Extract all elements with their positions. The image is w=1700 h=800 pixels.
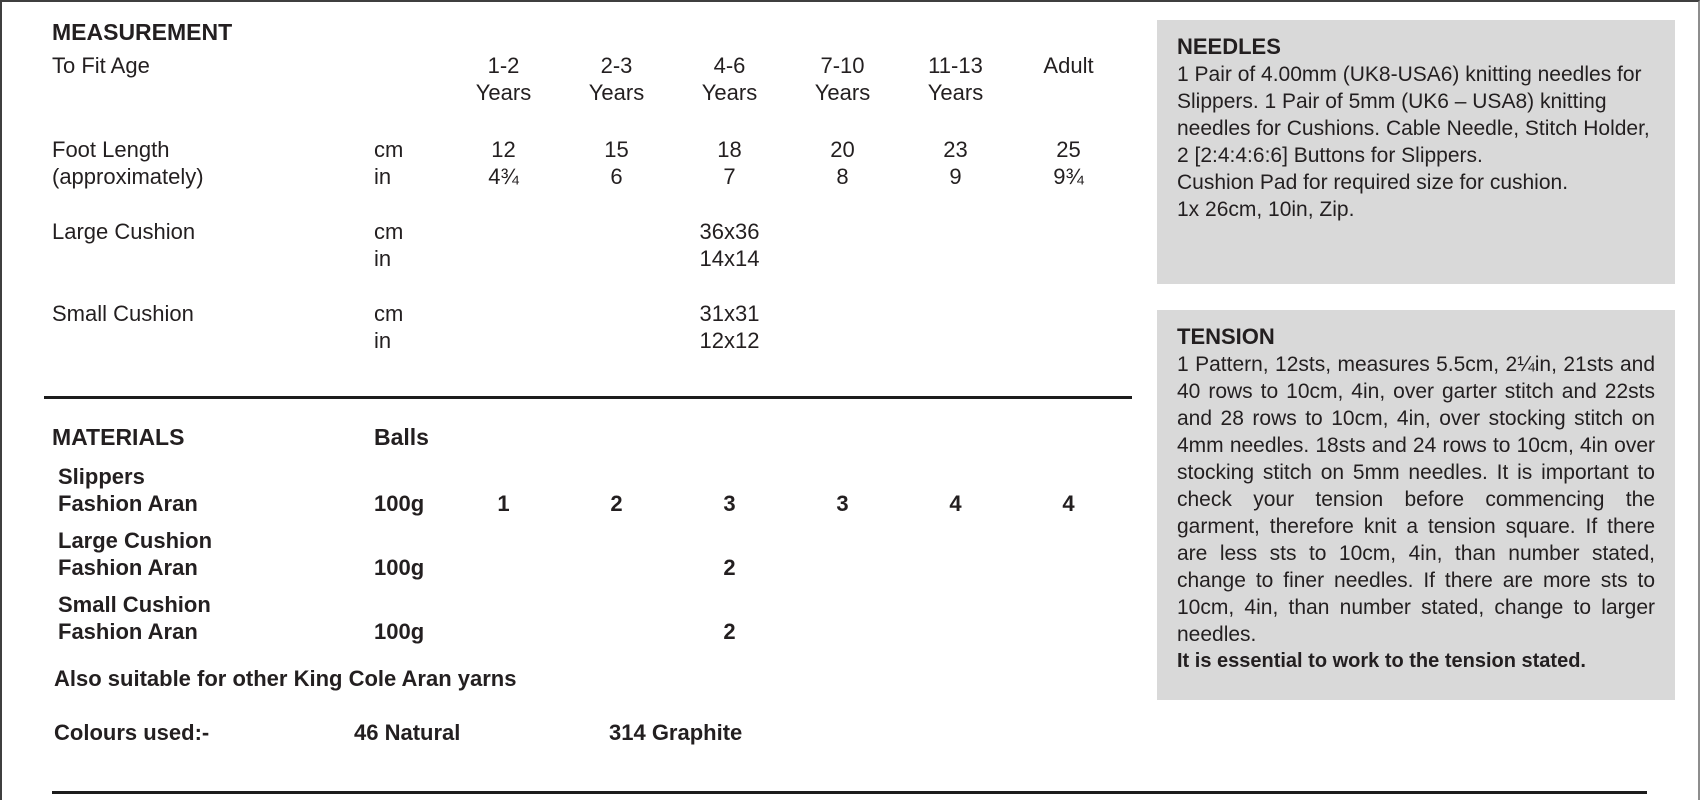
item-name-small-cushion: Small Cushion [58,592,211,617]
colours-label: Colours used:- [54,720,210,745]
small-cushion-row-in: in 12x12 [374,328,760,353]
foot-length-row-in: (approximately) in 4¾ 6 7 8 9 9¾ [52,164,1084,189]
materials-title: MATERIALS [52,424,185,450]
size-header: 4-6 Years [701,53,758,105]
needles-panel [1157,20,1675,284]
needles-text-1: 1 Pair of 4.00mm (UK8-USA6) knitting needles for Slippers. 1 Pair of 5mm (UK6 – USA8) knitting needles for Cushions. Cable Needle, Stitch Holder, 2 [2:4:4:6:6] Buttons for Slippers. [1177,63,1650,167]
balls-header: Balls [374,424,429,450]
size-header-row [52,52,1142,106]
measurement-title: MEASUREMENT [52,19,233,45]
large-cushion-yarn-row: Fashion Aran 100g 2 [58,555,736,580]
size-header: 7-10 Years [814,53,871,105]
materials-header-row [52,423,1142,451]
size-header: 2-3 Years [588,53,645,105]
large-cushion-row-cm: Large Cushion cm 36x36 [52,219,760,244]
tension-body: 1 Pattern, 12sts, measures 5.5cm, 2¼in, 21sts and 40 rows to 10cm, 4in, over garter stitch and 22sts and 28 rows to 10cm, 4in, over stocking stitch on 4mm needles. 18sts and 24 rows to 10cm, 4in over stocking stitch on 5mm needles. It is important to check your tension before commencing the garment, therefore knit a tension square. If there are less sts to 10cm, 4in, than number stated, change to finer needles. If there are more sts to 10cm, 4in, than number stated, change to larger needles. [1177,353,1655,646]
colour-graphite: 314 Graphite [609,720,743,745]
needles-text-2: Cushion Pad for required size for cushion. [1177,171,1569,194]
item-name-large-cushion: Large Cushion [58,528,213,553]
slippers-yarn-row: Fashion Aran 100g 1 2 3 3 4 4 [58,491,1075,516]
small-cushion-yarn-row: Fashion Aran 100g 2 [58,619,736,644]
needles-title: NEEDLES [1177,34,1281,59]
other-yarns-note: Also suitable for other King Cole Aran yarns [54,666,517,691]
bottom-rule [52,791,1647,794]
small-cushion-row-cm: Small Cushion cm 31x31 [52,301,760,326]
to-fit-age-label: To Fit Age [52,53,150,78]
needles-text-3: 1x 26cm, 10in, Zip. [1177,198,1355,221]
foot-length-row-cm: Foot Length cm 12 15 18 20 23 25 [52,137,1081,162]
large-cushion-row-in: in 14x14 [374,246,760,271]
section-divider-rule [44,396,1132,399]
size-header: Adult [1043,53,1094,78]
tension-panel [1157,310,1675,700]
tension-title: TENSION [1177,324,1275,349]
tension-bold-note: It is essential to work to the tension stated. [1177,650,1586,672]
size-header: 1-2 Years [475,53,532,105]
colour-natural: 46 Natural [354,720,461,745]
size-header: 11-13 Years [927,53,984,105]
measurement-materials-section [2,2,1142,747]
colours-row [52,719,1142,747]
item-name-slippers: Slippers [58,464,145,489]
